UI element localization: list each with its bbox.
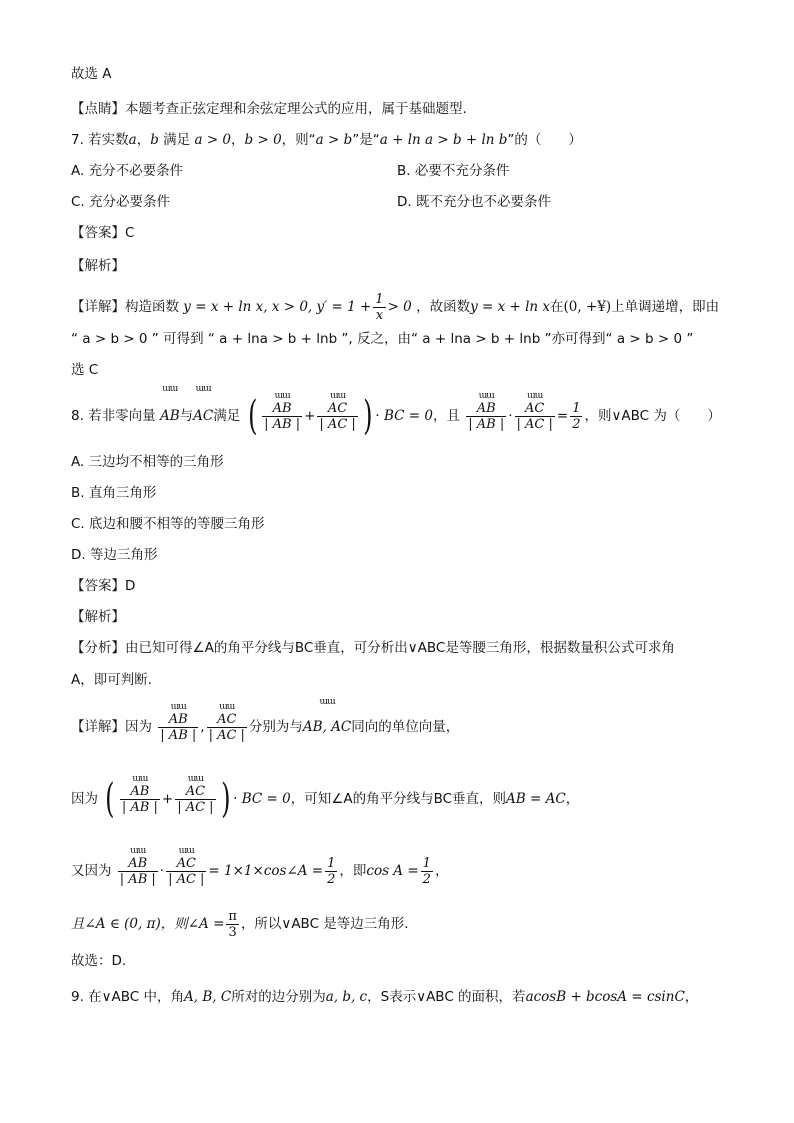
- q8-final: 故选：D.: [71, 953, 127, 969]
- q8-d1-unit-ac-num: ɯɯ AC: [207, 712, 247, 728]
- q8-frac-ac2-den: | AC |: [516, 416, 553, 432]
- q7-answer: 【答案】C: [71, 225, 135, 241]
- q8-frac-ab2-num: ɯɯ AB: [466, 401, 506, 417]
- q8-d4-range: 且∠A ∈ (0, π): [71, 916, 161, 932]
- q8-frac-ac: [317, 401, 357, 432]
- q8-option-d: D. 等边三角形: [71, 547, 158, 563]
- q8-detail-line3: [71, 852, 448, 890]
- conclusion-line: [71, 64, 112, 84]
- q7-analysis-tag: 【解析】: [71, 258, 125, 274]
- q8-dot-bc: · BC = 0: [375, 408, 433, 424]
- q9-text-b: 所对的边分别为: [231, 989, 326, 1005]
- q7-p: a > b: [315, 132, 353, 148]
- q8-analysis-text1: 由已知可得∠A的角平分线与BC垂直，可分析出∨ABC是等腰三角形，根据数量积公式可求角: [125, 640, 675, 656]
- q7-option-a: A. 充分不必要条件: [71, 163, 184, 179]
- q8-d1-unit-ab-num: ɯɯ AB: [158, 712, 198, 728]
- q8-d2-frac-ab: [120, 784, 160, 815]
- q7-end: ”的（ ）: [507, 132, 582, 148]
- conclusion-text: 故选 A: [71, 66, 112, 82]
- q8-d4-text: ，所以∨ABC 是等边三角形.: [240, 916, 409, 932]
- q9-text-a: 9. 在∨ABC 中，角: [71, 989, 185, 1005]
- q8-d2-frac-ab-num: ɯɯ AB: [120, 784, 160, 800]
- q8-d3-frac-ab-den: | AB |: [119, 871, 156, 887]
- q7-detail-tag: 【详解】: [71, 299, 125, 315]
- q8-eq: =: [556, 408, 569, 424]
- q8-d3-frac-ab-num: ɯɯ AB: [118, 856, 158, 872]
- q8-detail-line1: 【详解】因为 ɯɯ $\frac{AB}{| AB |}$ , ɯɯ $\frac{AC}{| AC |}$ 分别为与ɯɯ AB, AC同向的单位向量，: [71, 707, 459, 747]
- q8-d3-half-num: 1: [327, 855, 336, 871]
- q7-choose: 选 C: [71, 362, 99, 378]
- q8-d2-comma: ，: [565, 791, 580, 807]
- q8-d2-dot-bc: · BC = 0: [233, 791, 291, 807]
- q8-d2-because: 因为: [71, 791, 98, 807]
- q8-d3-half-den: 2: [327, 871, 336, 887]
- q8-frac-ab-den: | AB |: [264, 416, 301, 432]
- q8-detail-tag: 【详解】: [71, 719, 125, 735]
- q8-d1-because: 因为: [125, 719, 152, 735]
- q8-frac-ab2-den: | AB |: [468, 416, 505, 432]
- q8-half-num: 1: [572, 400, 581, 416]
- q8-d4-pi-den: 3: [228, 924, 237, 940]
- q8-d3-cosa: cos A =: [366, 863, 419, 879]
- q8-d2-eq: AB = AC: [506, 791, 566, 807]
- q7-var-b: b: [150, 132, 159, 148]
- q7-gt: > 0: [387, 299, 412, 315]
- q8-analysis-line1: [71, 638, 675, 658]
- q7-prefix: 7. 若实数: [71, 132, 129, 148]
- q8-d1-unit-ab-den: | AB |: [160, 727, 197, 743]
- q7-frac-num: 1: [375, 291, 384, 307]
- q8-frac-ac2-num: ɯɯ AC: [515, 401, 555, 417]
- q8-vec-ab: ɯɯ AB: [160, 394, 180, 438]
- q8-d3-frac-ac-num: ɯɯ AC: [166, 856, 206, 872]
- q9-text-c: ，S表示∨ABC 的面积，若: [367, 989, 526, 1005]
- q8-d2-frac-ac-den: | AC |: [177, 799, 214, 815]
- q8-d1-unit-ab: [158, 712, 198, 743]
- q7-cond1: a > 0: [194, 132, 232, 148]
- q8-d3-frac-ab: [118, 856, 158, 887]
- comment-text: 本题考查正弦定理和余弦定理公式的应用，属于基础题型.: [125, 101, 467, 117]
- q8-d3-half2-den: 2: [422, 871, 431, 887]
- q8-d2-text: ，可知∠A的角平分线与BC垂直，则: [290, 791, 507, 807]
- q8-detail-line2: [71, 775, 579, 823]
- comment-line: [71, 99, 467, 119]
- q8-d1-text: 分别为与: [248, 719, 303, 735]
- q7-frac-den: x: [375, 307, 384, 323]
- q8-d3-cos: = 1×1×cos∠A =: [208, 863, 324, 879]
- q8-prefix: 8. 若非零向量: [71, 408, 156, 424]
- q8-left-paren: (: [247, 393, 258, 439]
- q8-d4-then: ，则∠A =: [160, 916, 225, 932]
- q8-detail-line4: [71, 906, 409, 942]
- q7-option-b: B. 必要不充分条件: [397, 163, 510, 179]
- q8-d2-left-paren: (: [105, 776, 115, 822]
- q8-d1-text2: 同向的单位向量，: [351, 719, 460, 735]
- q8-d3-text: ，即: [339, 863, 367, 879]
- q8-analysis-line2: A，即可判断.: [71, 672, 153, 688]
- q8-d1-unit-ac-den: | AC |: [208, 727, 245, 743]
- q7-sep: ，: [136, 132, 151, 148]
- q8-frac-ac-den: | AC |: [319, 416, 356, 432]
- q8-satisfy: 满足: [213, 408, 241, 424]
- q8-d3-half2: [421, 856, 433, 887]
- q8-d3-frac-ac: [166, 856, 206, 887]
- q8-half: [570, 401, 582, 432]
- q9-sides: a, b, c: [325, 989, 368, 1005]
- q9-angles: A, B, C: [184, 989, 232, 1005]
- q8-d3-half: [325, 856, 337, 887]
- q8-d2-plus: +: [161, 791, 174, 807]
- q8-dot: ·: [508, 408, 513, 424]
- q7-var-a: a: [128, 132, 137, 148]
- q8-d2-frac-ac: [175, 784, 215, 815]
- q8-d3-comma: ，: [434, 863, 449, 879]
- q7-detail-text1: 构造函数: [125, 299, 179, 315]
- q8-and: 与: [179, 408, 194, 424]
- q7-option-d: D. 既不充分也不必要条件: [397, 194, 551, 210]
- q8-and2: ，且: [432, 408, 460, 424]
- q7-detail-text4: 上单调递增，即由: [611, 299, 720, 315]
- q8-d3-half2-num: 1: [422, 855, 431, 871]
- q8-option-b: B. 直角三角形: [71, 485, 157, 501]
- q8-option-a: A. 三边均不相等的三角形: [71, 454, 224, 470]
- q8-analysis-subtag: 【分析】: [71, 640, 125, 656]
- q7-fn: y = x + ln x: [470, 299, 551, 315]
- q7-sep2: ，: [231, 132, 245, 148]
- q7-stem: [71, 130, 582, 150]
- q7-detail-text2: ，故函数: [416, 299, 471, 315]
- q7-then: ，则“: [281, 132, 316, 148]
- q7-detail-text3: 在: [550, 299, 564, 315]
- q7-detail-line1: [71, 290, 719, 324]
- q7-fraction: [373, 292, 385, 323]
- q7-cond2: b > 0: [244, 132, 282, 148]
- q8-frac-ac2: [515, 401, 555, 432]
- q8-frac-ab2: [466, 401, 506, 432]
- q8-d3-frac-ac-den: | AC |: [168, 871, 205, 887]
- comment-tag: 【点睛】: [71, 101, 125, 117]
- q8-d1-unit-ac: [207, 712, 247, 743]
- q8-vec-ac: ɯɯ AC: [193, 394, 213, 438]
- q8-stem: [71, 394, 721, 438]
- q8-d4-pi3: [226, 909, 239, 940]
- q7-detail-line2: “ a > b > 0 ” 可得到 “ a + lna > b + lnb ”, 反之，由“ a + lna > b + lnb ”亦可得到“ a > b > 0 ”: [71, 331, 694, 347]
- q9-stem: [71, 987, 698, 1007]
- q8-right-paren: ): [362, 393, 373, 439]
- q8-d2-frac-ac-num: ɯɯ AC: [175, 784, 215, 800]
- q7-q: a + ln a > b + ln b: [379, 132, 508, 148]
- q7-interval: (0, +¥): [563, 299, 612, 315]
- q8-plus: +: [304, 408, 316, 424]
- q9-equation: acosB + bcosA = csinC: [525, 989, 685, 1005]
- q8-answer: 【答案】D: [71, 578, 136, 594]
- q8-tail: ，则∨ABC 为（ ）: [584, 408, 721, 424]
- q8-d3-dot: ·: [159, 863, 165, 879]
- q8-d2-frac-ab-den: | AB |: [121, 799, 158, 815]
- q7-mid: 满足: [158, 132, 191, 148]
- q8-d2-right-paren: ): [220, 776, 231, 822]
- q8-frac-ab-num: ɯɯ AB: [262, 401, 302, 417]
- q8-d1-vecs: ɯɯ AB, AC: [303, 707, 351, 747]
- q8-frac-ab: [262, 401, 302, 432]
- q7-is: ”是“: [352, 132, 380, 148]
- q8-d3-also: 又因为: [71, 863, 112, 879]
- q8-option-c: C. 底边和腰不相等的等腰三角形: [71, 516, 265, 532]
- q7-option-c: C. 充分必要条件: [71, 194, 171, 210]
- q8-analysis-tag: 【解析】: [71, 609, 125, 625]
- q7-derivative: y = x + ln x, x > 0, y′ = 1 +: [183, 299, 372, 315]
- q9-text-d: ，: [684, 989, 699, 1005]
- q8-half-den: 2: [572, 416, 581, 432]
- q8-frac-ac-num: ɯɯ AC: [317, 401, 357, 417]
- q8-d4-pi-num: π: [228, 908, 237, 924]
